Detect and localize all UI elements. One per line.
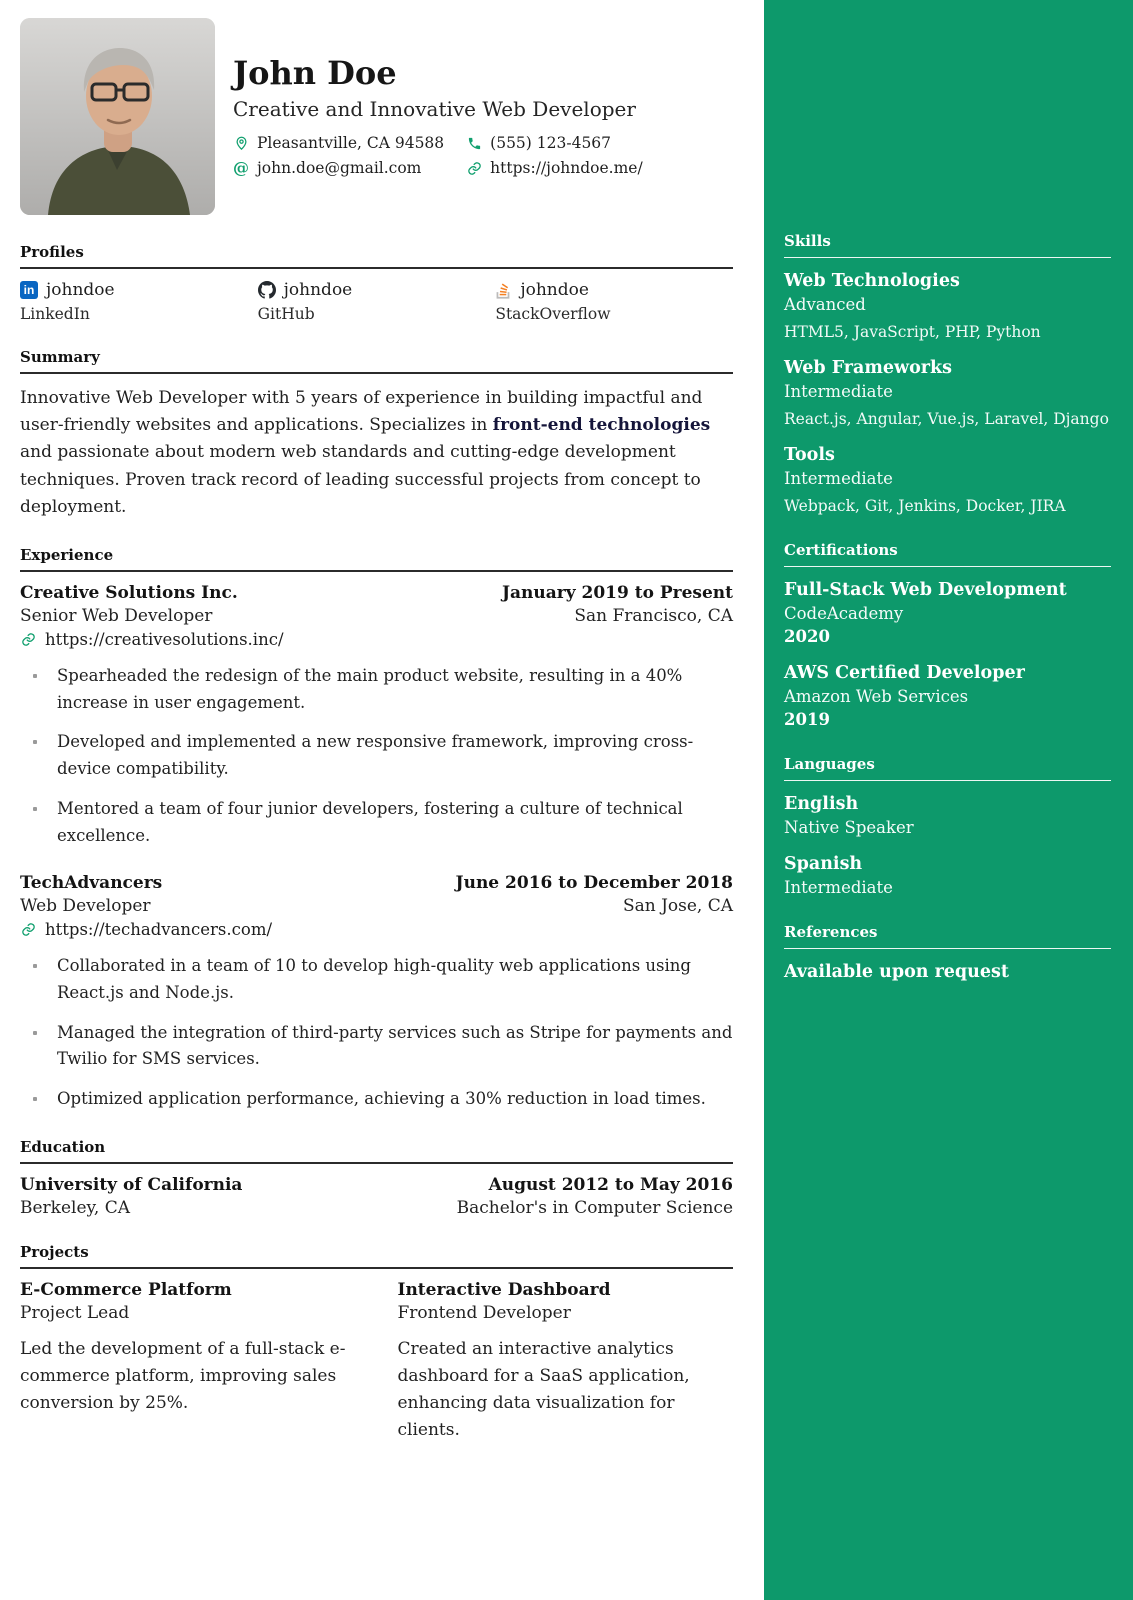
- website-text[interactable]: https://johndoe.me/: [490, 159, 643, 178]
- experience-bullets: [20, 953, 733, 1113]
- skill-name: Tools: [784, 445, 835, 465]
- school-city: Berkeley, CA: [20, 1197, 130, 1218]
- certification-name: AWS Certified Developer: [784, 663, 1025, 683]
- project-name: E-Commerce Platform: [20, 1279, 232, 1300]
- language-item: [784, 794, 1111, 837]
- link-icon: [20, 922, 36, 938]
- certification-name: Full-Stack Web Development: [784, 580, 1067, 600]
- degree: Bachelor's in Computer Science: [456, 1197, 733, 1218]
- project-description: Created an interactive analytics dashboard for a SaaS application, enhancing data visualization for clients.: [397, 1338, 690, 1441]
- phone-icon: [466, 135, 482, 151]
- stackoverflow-network-label: StackOverflow: [495, 305, 611, 323]
- certification-issuer: CodeAcademy: [784, 604, 904, 623]
- section-summary: [20, 348, 733, 521]
- section-education: [20, 1138, 733, 1218]
- company-name: Creative Solutions Inc.: [20, 582, 238, 603]
- summary-title: Summary: [20, 348, 733, 374]
- skill-item: [784, 271, 1111, 341]
- header-text: [233, 18, 643, 215]
- location-text: Pleasantville, CA 94588: [257, 134, 445, 153]
- bullet-item: Collaborated in a team of 10 to develop high-quality web applications using React.js and Node.js.: [20, 953, 733, 1006]
- certification-year: 2019: [784, 710, 830, 729]
- skill-keywords: HTML5, JavaScript, PHP, Python: [784, 323, 1041, 341]
- skill-level: Advanced: [784, 295, 866, 314]
- project-role: Frontend Developer: [397, 1302, 571, 1323]
- summary-bold-phrase: front-end technologies: [492, 415, 711, 436]
- summary-text: Innovative Web Developer with 5 years of experience in building impactful and user-friendly websites and applications. Specializes in front-end technologies and passionate about modern web standards and cutting-edge development techniques. Proven track record of leading successful projects from concept to deployment.: [20, 388, 711, 517]
- job-location: San Francisco, CA: [574, 605, 733, 626]
- education-title: Education: [20, 1138, 733, 1164]
- skills-title: Skills: [784, 232, 1111, 258]
- experience-bullets: [20, 663, 733, 849]
- certification-year: 2020: [784, 627, 830, 646]
- stackoverflow-icon: [495, 281, 512, 299]
- language-name: Spanish: [784, 854, 863, 874]
- linkedin-icon: in: [20, 281, 38, 299]
- experience-title: Experience: [20, 546, 733, 572]
- project-name: Interactive Dashboard: [397, 1279, 611, 1300]
- link-icon: [466, 160, 482, 176]
- section-profiles: [20, 243, 733, 323]
- skill-item: [784, 445, 1111, 515]
- resume-header: [20, 18, 733, 215]
- contact-phone: [466, 134, 643, 152]
- profiles-title: Profiles: [20, 243, 733, 269]
- job-role: Senior Web Developer: [20, 605, 213, 626]
- company-name: TechAdvancers: [20, 873, 163, 894]
- company-url[interactable]: https://creativesolutions.inc/: [20, 630, 733, 649]
- stackoverflow-handle[interactable]: johndoe: [520, 280, 589, 300]
- github-icon: [258, 281, 276, 299]
- experience-item: [20, 583, 733, 849]
- sidebar-section-references: [784, 923, 1111, 982]
- project-item: [20, 1280, 356, 1445]
- experience-dates: June 2016 to December 2018: [455, 873, 733, 894]
- profile-github[interactable]: [258, 280, 496, 323]
- contact-email[interactable]: [233, 159, 444, 177]
- sidebar: [764, 0, 1133, 1600]
- github-handle[interactable]: johndoe: [283, 280, 353, 300]
- skill-item: [784, 358, 1111, 428]
- contact-info: [233, 134, 643, 177]
- references-title: References: [784, 923, 1111, 949]
- project-description: Led the development of a full-stack e-commerce platform, improving sales conversion by 25%.: [20, 1338, 346, 1414]
- location-pin-icon: [233, 135, 249, 151]
- skill-keywords: React.js, Angular, Vue.js, Laravel, Django: [784, 410, 1109, 428]
- skill-level: Intermediate: [784, 469, 893, 488]
- company-url[interactable]: https://techadvancers.com/: [20, 920, 733, 939]
- language-level: Intermediate: [784, 878, 893, 897]
- linkedin-handle[interactable]: johndoe: [46, 280, 115, 300]
- linkedin-network-label: LinkedIn: [20, 305, 90, 323]
- sidebar-section-languages: [784, 755, 1111, 897]
- references-note: Available upon request: [784, 962, 1009, 982]
- bullet-item: Managed the integration of third-party services such as Stripe for payments and Twilio for SMS services.: [20, 1020, 733, 1073]
- certification-item: [784, 580, 1111, 646]
- skill-name: Web Technologies: [784, 271, 960, 291]
- job-location: San Jose, CA: [622, 896, 733, 917]
- education-dates: August 2012 to May 2016: [488, 1174, 733, 1195]
- certification-issuer: Amazon Web Services: [784, 687, 969, 706]
- profile-photo-illustration: [20, 18, 215, 215]
- sidebar-section-certifications: [784, 541, 1111, 729]
- languages-title: Languages: [784, 755, 1111, 781]
- github-network-label: GitHub: [257, 305, 315, 323]
- section-projects: [20, 1243, 733, 1445]
- email-at-icon: @: [233, 158, 249, 178]
- projects-title: Projects: [20, 1243, 733, 1269]
- bullet-item: Optimized application performance, achieving a 30% reduction in load times.: [20, 1086, 733, 1113]
- school-name: University of California: [20, 1174, 243, 1195]
- profile-photo: [20, 18, 215, 215]
- language-level: Native Speaker: [784, 818, 914, 837]
- contact-location: [233, 134, 444, 152]
- bullet-item: Spearheaded the redesign of the main product website, resulting in a 40% increase in user engagement.: [20, 663, 733, 716]
- section-experience: [20, 546, 733, 1113]
- certifications-title: Certifications: [784, 541, 1111, 567]
- profile-stackoverflow[interactable]: [495, 280, 733, 323]
- bullet-item: Mentored a team of four junior developers, fostering a culture of technical excellence.: [20, 796, 733, 849]
- job-role: Web Developer: [20, 896, 151, 917]
- skill-keywords: Webpack, Git, Jenkins, Docker, JIRA: [784, 497, 1066, 515]
- project-role: Project Lead: [20, 1302, 130, 1323]
- sidebar-section-skills: [784, 232, 1111, 515]
- profile-linkedin[interactable]: [20, 280, 258, 323]
- person-name: John Doe: [233, 54, 397, 92]
- person-headline: Creative and Innovative Web Developer: [233, 97, 636, 122]
- certification-item: [784, 663, 1111, 729]
- phone-text: (555) 123-4567: [490, 134, 612, 153]
- language-name: English: [784, 794, 859, 814]
- bullet-item: Developed and implemented a new responsive framework, improving cross-device compatibility.: [20, 729, 733, 782]
- project-item: [398, 1280, 734, 1445]
- experience-dates: January 2019 to Present: [501, 582, 733, 603]
- link-icon: [20, 631, 36, 647]
- experience-item: [20, 873, 733, 1113]
- language-item: [784, 854, 1111, 897]
- contact-website[interactable]: [466, 159, 643, 177]
- skill-name: Web Frameworks: [784, 358, 952, 378]
- skill-level: Intermediate: [784, 382, 893, 401]
- email-text[interactable]: john.doe@gmail.com: [257, 159, 422, 178]
